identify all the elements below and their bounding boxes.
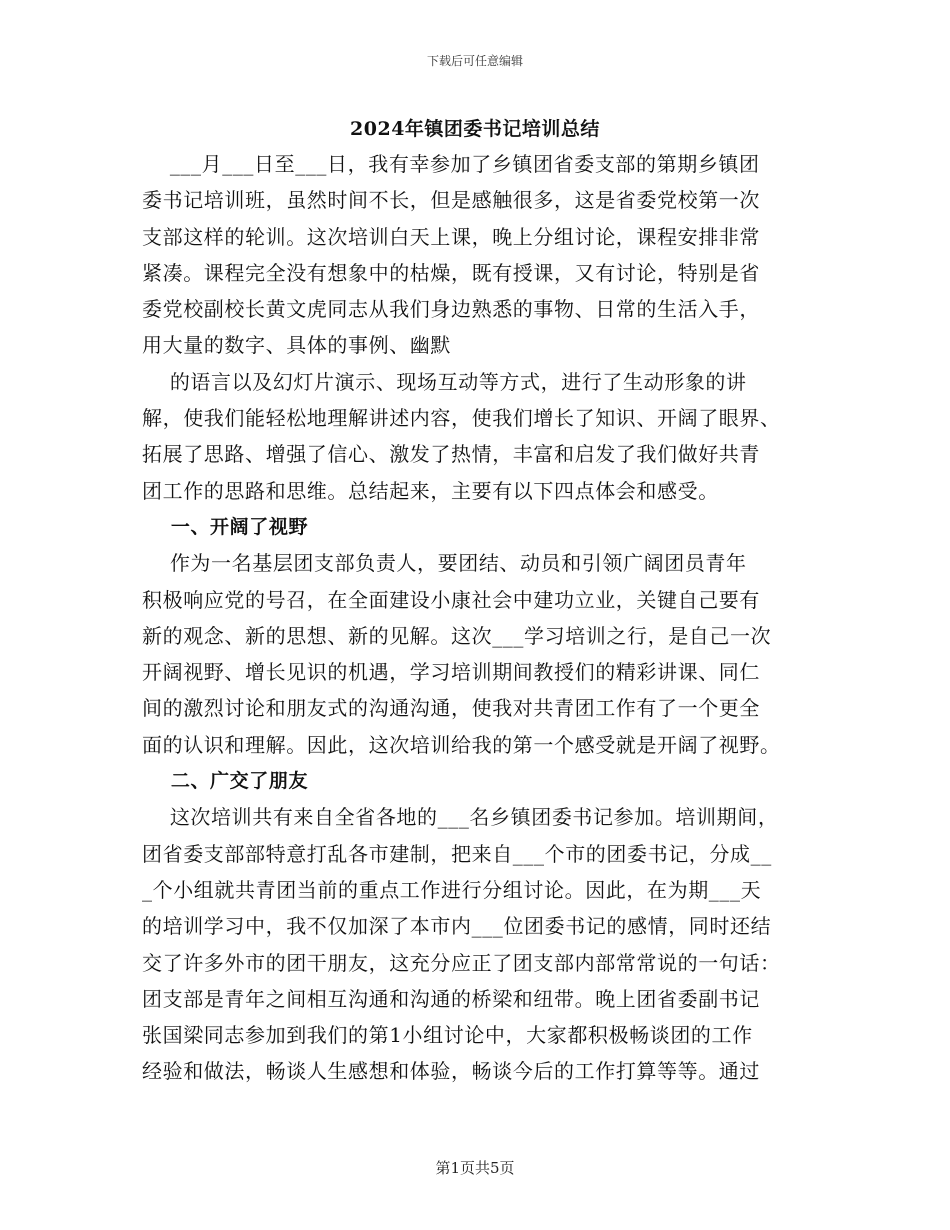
section-heading: 二、广交了朋友 <box>142 770 309 793</box>
body-line: 间的激烈讨论和朋友式的沟通沟通，使我对共青团工作有了一个更全 <box>142 696 760 721</box>
body-line: 解，使我们能轻松地理解讲述内容，使我们增长了知识、开阔了眼界、 <box>142 406 781 431</box>
body-line: 经验和做法，畅谈人生感想和体验，畅谈今后的工作打算等等。通过 <box>142 1059 760 1084</box>
body-line: 交了许多外市的团干朋友，这充分应正了团支部内部常常说的一句话： <box>142 950 781 975</box>
body-line: 这次培训共有来自全省各地的___名乡镇团委书记参加。培训期间， <box>142 805 779 830</box>
document-title: 2024年镇团委书记培训总结 <box>350 118 600 140</box>
body-line: 张国梁同志参加到我们的第1小组讨论中，大家都积极畅谈团的工作 <box>142 1023 753 1048</box>
document-body <box>142 146 822 1090</box>
body-line: ___月___日至___日，我有幸参加了乡镇团省委支部的第期乡镇团 <box>142 152 760 176</box>
body-line: 团工作的思路和思维。总结起来，主要有以下四点体会和感受。 <box>142 478 719 503</box>
section-heading: 一、开阔了视野 <box>142 515 309 538</box>
body-line: 新的观念、新的思想、新的见解。这次___学习培训之行，是自己一次 <box>142 623 772 648</box>
body-line: 的语言以及幻灯片演示、现场互动等方式，进行了生动形象的讲 <box>142 369 747 394</box>
body-line: 积极响应党的号召，在全面建设小康社会中建功立业，关键自己要有 <box>142 587 760 612</box>
body-line: 委党校副校长黄文虎同志从我们身边熟悉的事物、日常的生活入手， <box>142 297 760 322</box>
body-line: 作为一名基层团支部负责人，要团结、动员和引领广阔团员青年 <box>142 551 747 576</box>
body-line: 支部这样的轮训。这次培训白天上课，晚上分组讨论，课程安排非常 <box>142 224 760 249</box>
body-line: _个小组就共青团当前的重点工作进行分组讨论。因此，在为期___天 <box>142 877 762 902</box>
page-number: 第1页共5页 <box>435 1159 515 1177</box>
body-line: 面的认识和理解。因此，这次培训给我的第一个感受就是开阔了视野。 <box>142 732 781 757</box>
body-line: 的培训学习中，我不仅加深了本市内___位团委书记的感情，同时还结 <box>142 914 772 939</box>
body-line: 拓展了思路、增强了信心、激发了热情，丰富和启发了我们做好共青 <box>142 442 760 467</box>
body-line: 团支部是青年之间相互沟通和沟通的桥梁和纽带。晚上团省委副书记 <box>142 986 760 1011</box>
body-line: 用大量的数字、具体的事例、幽默 <box>142 333 451 358</box>
body-line: 委书记培训班，虽然时间不长，但是感触很多，这是省委党校第一次 <box>142 188 760 213</box>
body-line: 紧凑。课程完全没有想象中的枯燥，既有授课，又有讨论，特别是省 <box>142 260 760 285</box>
header-note: 下载后可任意编辑 <box>426 54 523 68</box>
body-line: 开阔视野、增长见识的机遇，学习培训期间教授们的精彩讲课、同仁 <box>142 660 760 685</box>
body-line: 团省委支部部特意打乱各市建制，把来自___个市的团委书记，分成__ <box>142 841 772 866</box>
